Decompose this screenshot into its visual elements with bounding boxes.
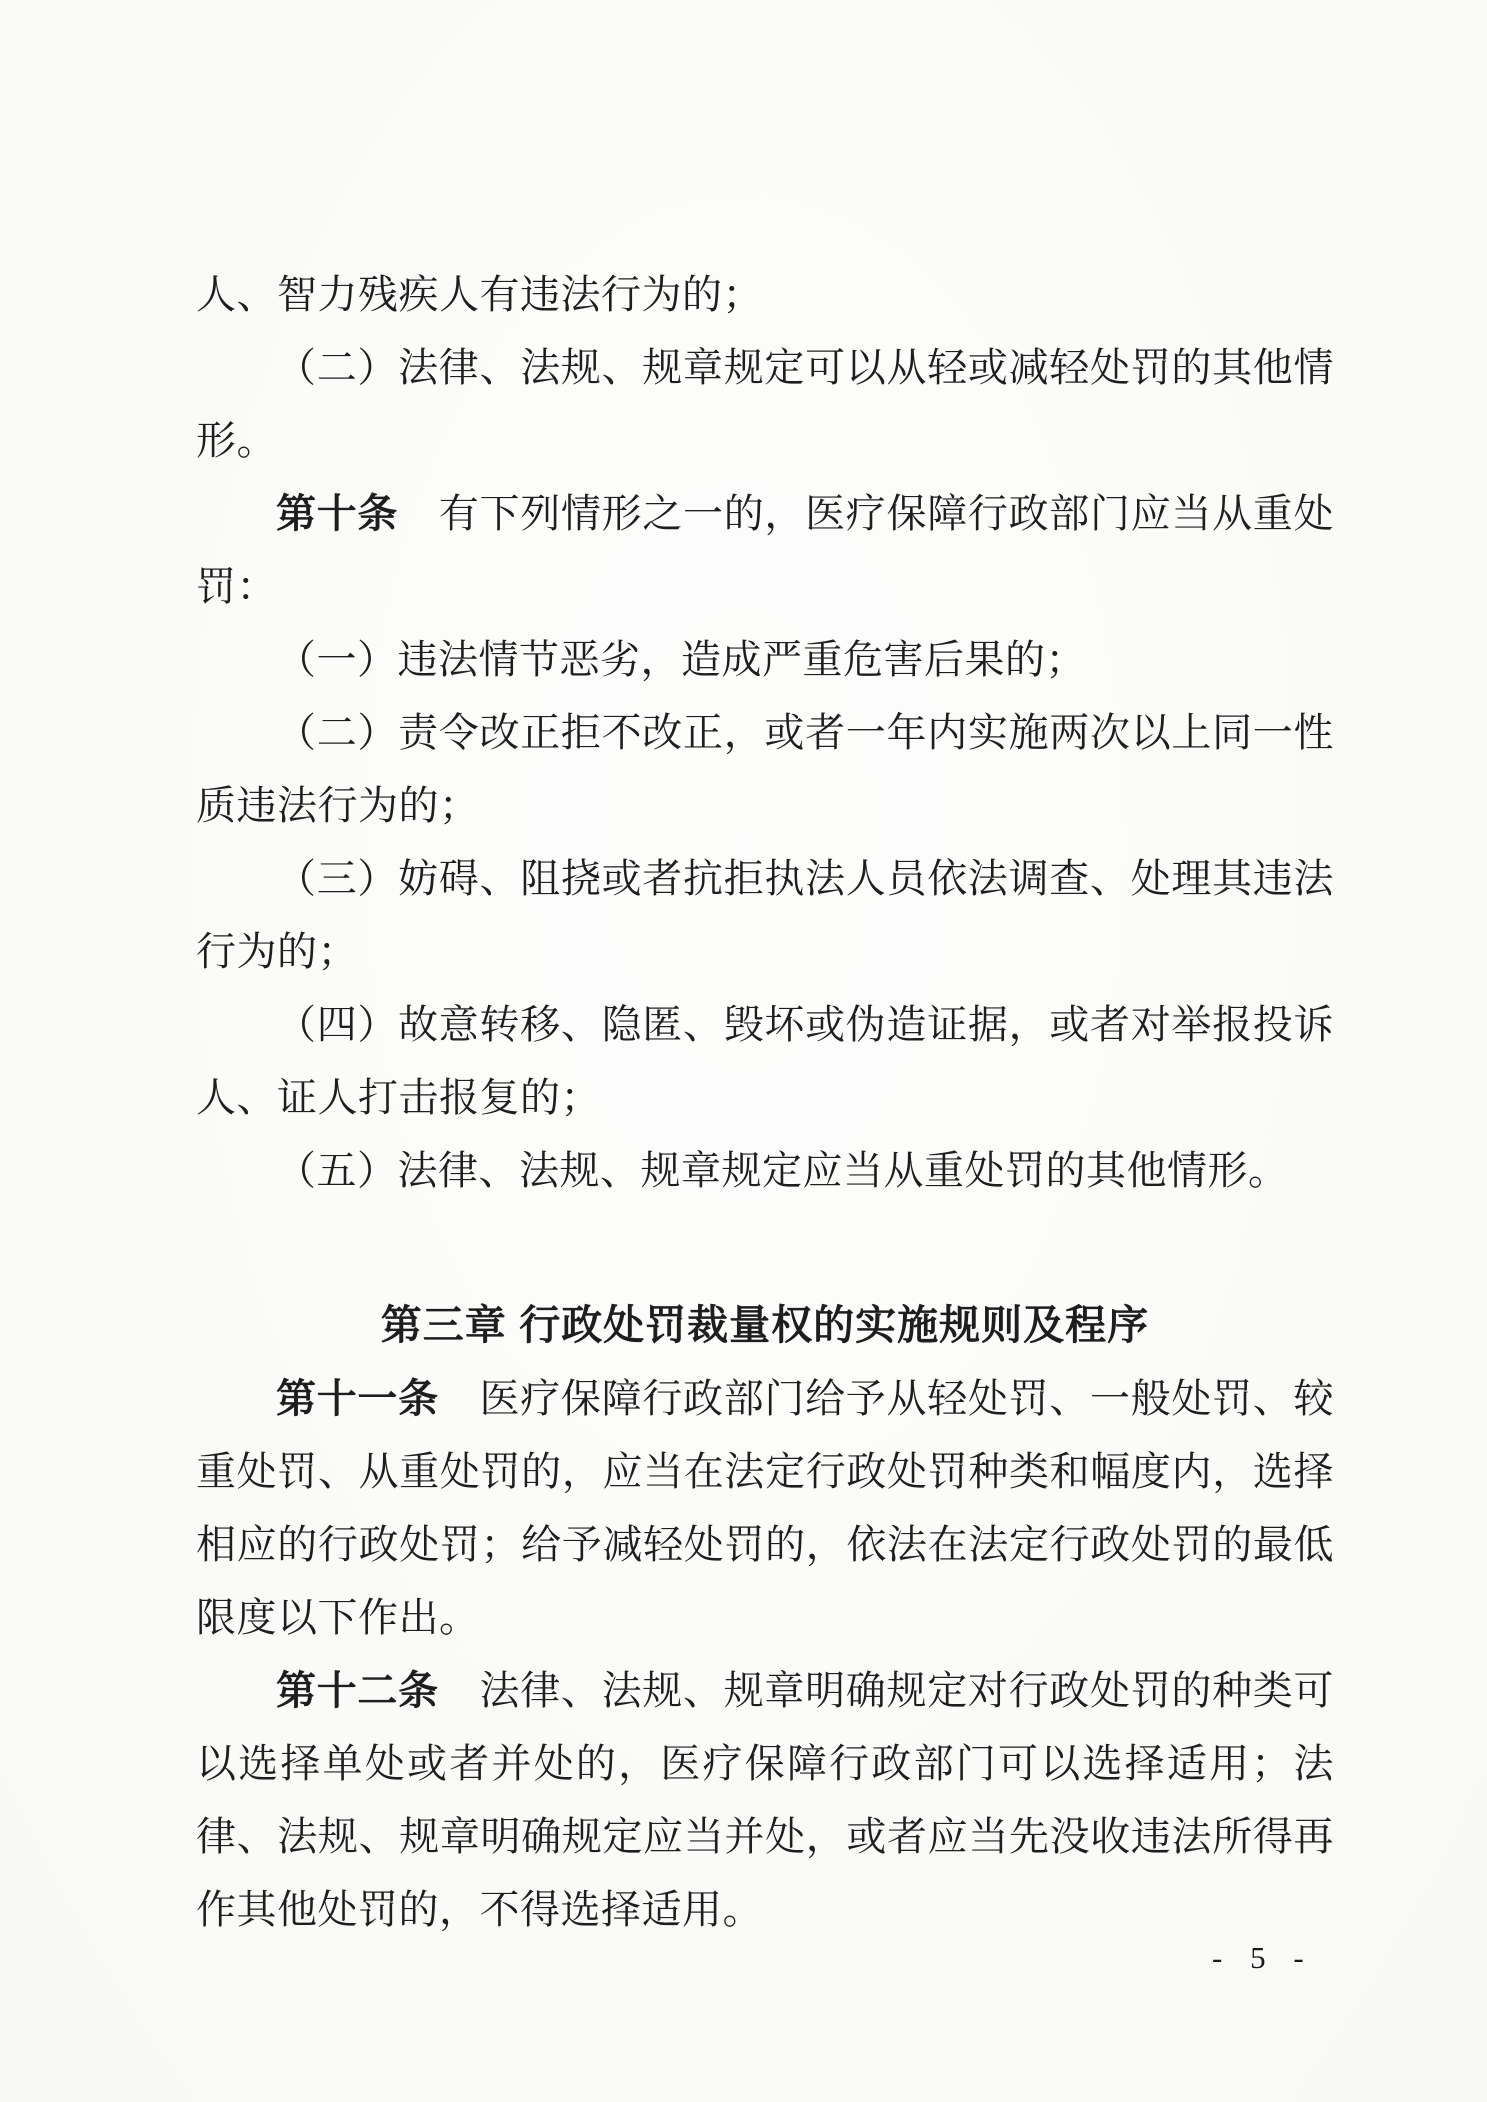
para-item-two-mitigation-text: （二）法律、法规、规章规定可以从轻或减轻处罚的其他情形。 [196,345,1334,463]
para-item-two [196,696,1334,842]
document-body [196,258,1334,1946]
para-item-four [196,988,1334,1134]
para-item-two-mitigation [196,331,1334,477]
para-continuation-text: 人、智力残疾人有违法行为的； [196,272,763,317]
para-item-four-text: （四）故意转移、隐匿、毁坏或伪造证据，或者对举报投诉人、证人打击报复的； [196,1002,1334,1120]
para-item-five [196,1134,1334,1207]
para-article-11-text: 医疗保障行政部门给予从轻处罚、一般处罚、较重处罚、从重处罚的，应当在法定行政处罚种类和幅度内，选择相应的行政处罚；给予减轻处罚的，依法在法定行政处罚的最低限度以下作出。 [196,1376,1335,1640]
para-article-10 [196,477,1334,623]
para-item-three-text: （三）妨碍、阻挠或者抗拒执法人员依法调查、处理其违法行为的； [196,856,1334,974]
para-continuation [196,258,1334,331]
para-item-one-text: （一）违法情节恶劣，造成严重危害后果的； [276,637,1086,682]
page-number: - 5 - [1212,1940,1314,1975]
chapter-3-heading: 第三章 行政处罚裁量权的实施规则及程序 [380,1302,1150,1348]
para-item-two-text: （二）责令改正拒不改正，或者一年内实施两次以上同一性质违法行为的； [196,710,1334,828]
article-12-number: 第十二条 [276,1668,439,1713]
article-11-number: 第十一条 [276,1376,439,1421]
para-item-one [196,623,1334,696]
para-item-three [196,842,1334,988]
para-article-12-text: 法律、法规、规章明确规定对行政处罚的种类可以选择单处或者并处的，医疗保障行政部门可以选择适用；法律、法规、规章明确规定应当并处，或者应当先没收违法所得再作其他处罚的，不得选择适用。 [196,1668,1335,1932]
para-article-10-text: 有下列情形之一的，医疗保障行政部门应当从重处罚： [196,491,1335,609]
para-article-12 [196,1654,1334,1946]
para-article-11 [196,1362,1334,1654]
article-10-number: 第十条 [276,491,399,536]
para-item-five-text: （五）法律、法规、规章规定应当从重处罚的其他情形。 [276,1148,1289,1193]
